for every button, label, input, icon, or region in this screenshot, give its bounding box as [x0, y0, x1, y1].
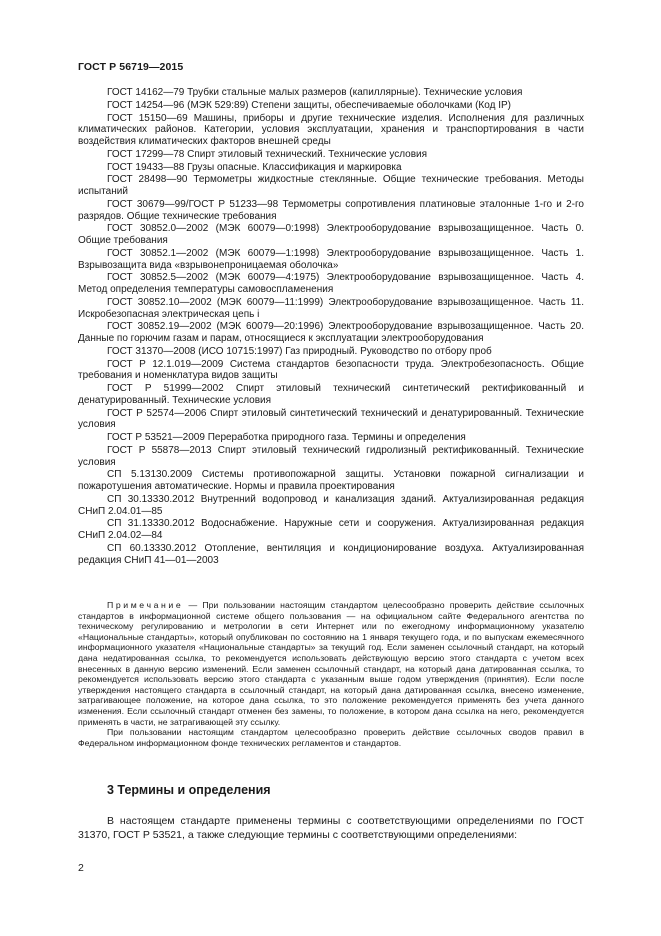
reference-item: СП 60.13330.2012 Отопление, вентиляция и кондиционирование воздуха. Актуализированная редакция СНиП 41—01—2003	[78, 542, 584, 566]
reference-item: ГОСТ Р 53521—2009 Переработка природного газа. Термины и определения	[107, 432, 466, 444]
reference-item: ГОСТ Р 55878—2013 Спирт этиловый технический гидролизный ректификованный. Технические условия	[78, 444, 584, 468]
section-intro: В настоящем стандарте применены термины с соответствующими определениями по ГОСТ 31370, ГОСТ Р 53521, а также следующие термины с соответствующими определениями:	[78, 815, 584, 841]
page-number: 2	[78, 862, 84, 874]
reference-item: ГОСТ 30852.1—2002 (МЭК 60079—1:1998) Электрооборудование взрывозащищенное. Часть 1. Взрывозащита вида «взрывонепроницаемая оболочка»	[78, 247, 584, 271]
reference-item: ГОСТ 28498—90 Термометры жидкостные стеклянные. Общие технические требования. Методы испытаний	[78, 174, 584, 198]
note-label: Примечание	[107, 600, 184, 610]
reference-item: ГОСТ 30852.19—2002 (МЭК 60079—20:1996) Электрооборудование взрывозащищенное. Часть 20. Данные по горючим газам и парам, относящиеся к эксплуатации электрооборудования	[78, 321, 584, 345]
note-paragraph-2: При пользовании настоящим стандартом целесообразно проверить действие ссылочных сводов правил в Федеральном информационном фонде технических регламентов и стандартов.	[78, 727, 584, 748]
reference-item: ГОСТ 30852.0—2002 (МЭК 60079—0:1998) Электрооборудование взрывозащищенное. Часть 0. Общие требования	[78, 223, 584, 247]
reference-item: СП 30.13330.2012 Внутренний водопровод и канализация зданий. Актуализированная редакция СНиП 2.04.01—85	[78, 493, 584, 517]
reference-item: ГОСТ 17299—78 Спирт этиловый технический. Технические условия	[107, 148, 428, 160]
reference-item: СП 31.13330.2012 Водоснабжение. Наружные сети и сооружения. Актуализированная редакция СНиП 2.04.02—84	[78, 518, 584, 542]
document-header: ГОСТ Р 56719—2015	[78, 61, 184, 73]
reference-item: ГОСТ Р 12.1.019—2009 Система стандартов безопасности труда. Электробезопасность. Общие требования и номенклатура видов защиты	[78, 358, 584, 382]
reference-item: СП 5.13130.2009 Системы противопожарной защиты. Установки пожарной сигнализации и пожаротушения автоматические. Нормы и правила проектирования	[78, 469, 584, 493]
reference-item: ГОСТ 31370—2008 (ИСО 10715:1997) Газ природный. Руководство по отбору проб	[107, 345, 492, 357]
note-text: — При пользовании настоящим стандартом целесообразно проверить действие ссылочных стандартов в информационной системе общего пользования — на официальном сайте Федерального агентства по техническому регулированию и метрологии в сети Интернет или по ежегодному информационному указателю «Национальные стандарты», который опубликован по состоянию на 1 января текущего года, и по выпускам ежемесячного информационного указателя «Национальные стандарты» за текущий год. Если заменен ссылочный стандарт, на который дана недатированная ссылка, то рекомендуется использовать действующую версию этого стандарта с учетом всех внесенных в данную версию изменений. Если заменен ссылочный стандарт, на который дана датированная ссылка, то рекомендуется использовать версию этого стандарта с указанным выше годом утверждения (принятия). Если после утверждения настоящего стандарта в ссылочный стандарт, на который дана датированная ссылка, внесено изменение, затрагивающее положение, на которое дана ссылка, то это положение рекомендуется применять без учета данного изменения. Если ссылочный стандарт отменен без замены, то положение, в котором дана ссылка на него, рекомендуется применять в части, не затрагивающей эту ссылку.	[78, 600, 584, 727]
reference-item: ГОСТ 30679—99/ГОСТ Р 51233—98 Термометры сопротивления платиновые эталонные 1-го и 2-го разрядов. Общие технические требования	[78, 198, 584, 222]
reference-item: ГОСТ 14162—79 Трубки стальные малых размеров (капиллярные). Технические условия	[107, 87, 523, 98]
reference-item: ГОСТ 30852.5—2002 (МЭК 60079—4:1975) Электрооборудование взрывозащищенное. Часть 4. Метод определения температуры самовоспламенения	[78, 272, 584, 296]
reference-item: ГОСТ Р 51999—2002 Спирт этиловый технический синтетический ректификованный и денатурированный. Технические условия	[78, 383, 584, 406]
reference-item: ГОСТ 19433—88 Грузы опасные. Классификация и маркировка	[107, 161, 402, 173]
note-block	[78, 600, 584, 748]
reference-item: ГОСТ 14254—96 (МЭК 529:89) Степени защиты, обеспечиваемые оболочками (Код IP)	[107, 99, 511, 111]
section-title: 3 Термины и определения	[107, 783, 271, 797]
normative-references-list	[78, 87, 584, 567]
reference-item: ГОСТ 30852.10—2002 (МЭК 60079—11:1999) Электрооборудование взрывозащищенное. Часть 11. Искробезопасная электрическая цепь i	[78, 296, 584, 320]
note-paragraph	[78, 600, 584, 727]
reference-item: ГОСТ Р 52574—2006 Спирт этиловый синтетический технический и денатурированный. Технические условия	[78, 407, 584, 431]
reference-item: ГОСТ 15150—69 Машины, приборы и другие технические изделия. Исполнения для различных климатических районов. Категории, условия эксплуатации, хранения и транспортирования в части воздействия климатических факторов внешней среды	[78, 112, 584, 147]
